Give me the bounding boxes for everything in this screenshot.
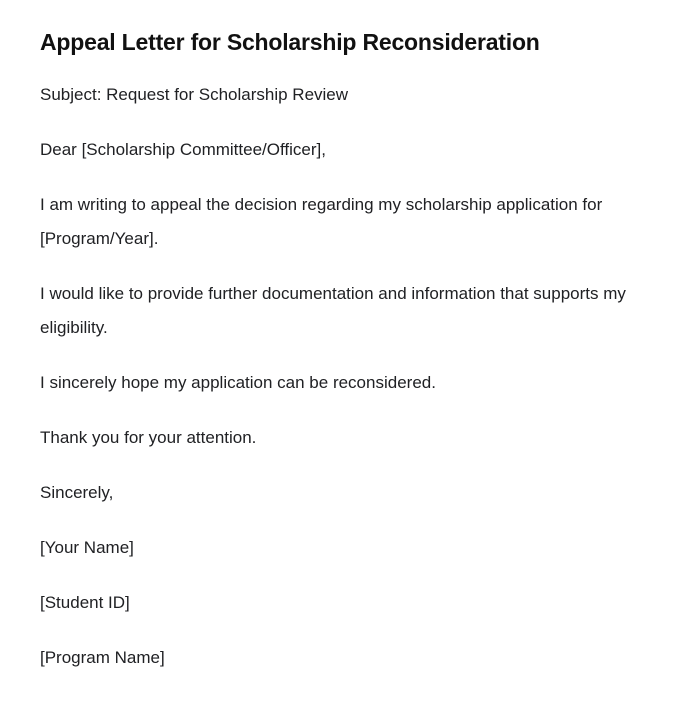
placeholder-student-id: [Student ID]	[40, 593, 130, 612]
sign-off: Sincerely,	[40, 483, 114, 502]
body-paragraph-documentation: I would like to provide further documentation and information that supports my eligibility.	[40, 284, 626, 337]
body-paragraph-appeal: I am writing to appeal the decision regarding my scholarship application for [Program/Year].	[40, 195, 603, 248]
salutation: Dear [Scholarship Committee/Officer],	[40, 140, 326, 159]
placeholder-your-name: [Your Name]	[40, 538, 134, 557]
placeholder-program-name: [Program Name]	[40, 648, 165, 667]
body-paragraph-thanks: Thank you for your attention.	[40, 428, 257, 447]
page-title: Appeal Letter for Scholarship Reconsideration	[40, 29, 540, 55]
subject-line: Subject: Request for Scholarship Review	[40, 85, 349, 104]
body-paragraph-hope: I sincerely hope my application can be reconsidered.	[40, 373, 436, 392]
letter-body	[40, 78, 630, 675]
